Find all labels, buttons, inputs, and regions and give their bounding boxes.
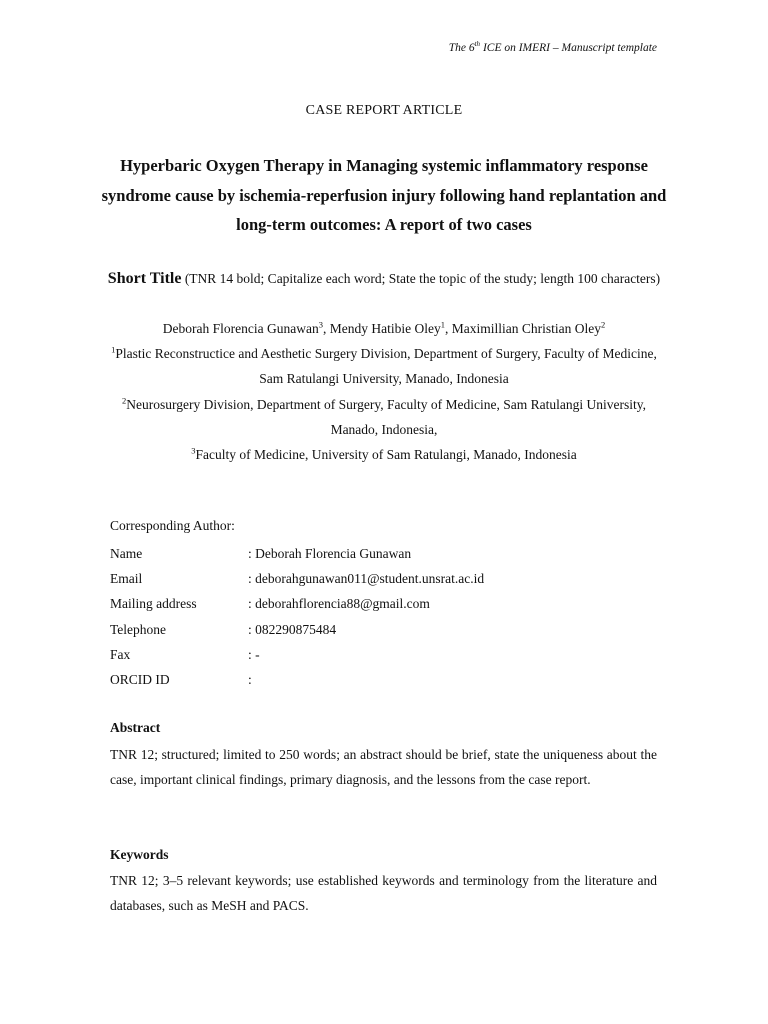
author-affiliation-sup: 2: [600, 319, 606, 330]
info-value: : deborahgunawan011@student.unsrat.ac.id: [248, 571, 485, 587]
abstract-text: TNR 12; structured; limited to 250 words; an abstract should be brief, state the uniqueness about the case, important clinical findings, primary diagnosis, and the lessons from the case report.: [110, 747, 657, 788]
author-affiliation-sup: 1: [440, 319, 445, 330]
corresponding-author-table: [110, 541, 484, 692]
short-title-instruction: (TNR 14 bold; Capitalize each word; State the topic of the study; length 100 characters): [181, 271, 661, 286]
affiliation-text: Faculty of Medicine, University of Sam Ratulangi, Manado, Indonesia: [195, 447, 577, 462]
keywords-heading: Keywords: [110, 847, 169, 862]
author-name: Mendy Hatibie Oley: [329, 321, 441, 336]
author-affiliation-sup: 3: [318, 319, 323, 330]
header-suffix: ICE on IMERI – Manuscript template: [480, 42, 657, 54]
affiliation-3: [100, 442, 668, 467]
info-value: : deborahflorencia88@gmail.com: [248, 596, 430, 612]
info-row-email: [110, 566, 484, 591]
short-title-label: Short Title: [107, 270, 182, 287]
info-row-telephone: [110, 617, 484, 642]
info-row-orcid: [110, 667, 484, 692]
author-name: Deborah Florencia Gunawan: [162, 321, 319, 336]
info-row-name: [110, 541, 484, 566]
info-key: ORCID ID: [110, 671, 170, 687]
info-key: Name: [110, 546, 143, 561]
info-key: Mailing address: [110, 596, 197, 612]
author-name: Maximillian Christian Oley: [451, 321, 601, 336]
article-type: CASE REPORT ARTICLE: [305, 103, 463, 118]
abstract-heading: Abstract: [110, 720, 161, 735]
affiliation-sup: 1: [111, 344, 116, 355]
author-separator: ,: [444, 321, 452, 336]
info-value: : -: [248, 646, 260, 662]
header-prefix: The 6: [448, 42, 475, 54]
affiliation-text: Plastic Reconstructice and Aesthetic Surgery Division, Department of Surgery, Faculty of Medicine, Sam Ratulangi University, Manado, Indonesia: [115, 346, 657, 386]
running-header: [449, 42, 657, 54]
article-title: Hyperbaric Oxygen Therapy in Managing systemic inflammatory response syndrome cause by ischemia-reperfusion injury following hand replantation and long-term outcomes: A report of two cases: [101, 156, 667, 234]
short-title: [100, 266, 668, 291]
affiliation-2: [100, 392, 668, 442]
affiliation-sup: 2: [122, 395, 127, 406]
info-key: Email: [110, 571, 143, 587]
corresponding-author-label: Corresponding Author:: [110, 518, 235, 533]
info-key: Telephone: [110, 621, 167, 637]
info-row-fax: [110, 642, 484, 667]
info-value: :: [248, 671, 252, 687]
info-row-mailing-address: [110, 591, 484, 616]
header-superscript: th: [474, 40, 481, 49]
author-separator: ,: [322, 321, 330, 336]
keywords-text: TNR 12; 3–5 relevant keywords; use established keywords and terminology from the literature and databases, such as MeSH and PACS.: [110, 873, 657, 914]
info-value: : Deborah Florencia Gunawan: [248, 546, 412, 561]
affiliation-text: Neurosurgery Division, Department of Surgery, Faculty of Medicine, Sam Ratulangi University, Manado, Indonesia,: [126, 397, 646, 437]
info-value: : 082290875484: [248, 621, 337, 637]
info-key: Fax: [110, 646, 131, 662]
author-list: [100, 316, 668, 341]
affiliation-sup: 3: [191, 445, 196, 456]
affiliation-1: [100, 341, 668, 391]
